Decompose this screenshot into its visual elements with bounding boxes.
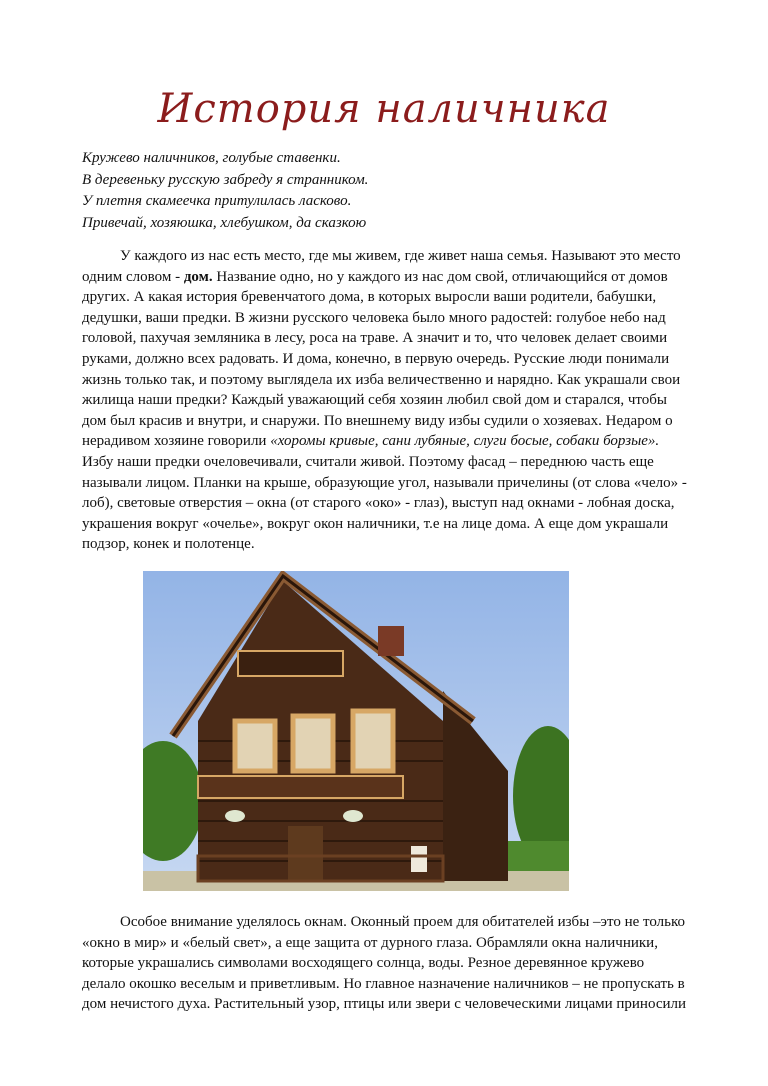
text-line: Избу наши предки очеловечивали, считали живой. Поэтому фасад – переднюю часть еще — [82, 453, 654, 470]
chimney — [378, 626, 404, 656]
house-illustration — [143, 571, 569, 891]
flower-basket-left — [225, 810, 245, 822]
text-line: называли лицом. Планки на крыше, образующие угол, называли причелины (от слова «чело» - — [82, 474, 687, 491]
text-line — [82, 431, 712, 452]
page-title: История наличника — [157, 86, 611, 132]
text-run: одним словом - — [82, 268, 184, 285]
epigraph-poem — [82, 148, 502, 234]
text-line: лоб), световые отверстия – окна (от старого «око» - глаз), выступ над окнами - лобная доска, — [82, 495, 675, 512]
text-line — [82, 267, 712, 288]
text-line: У каждого из нас есть место, где мы живем, где живет наша семья. Называют это место — [120, 248, 681, 264]
poster — [411, 846, 427, 872]
bold-word: дом. — [183, 268, 213, 285]
text-run: Название одно, но у каждого из нас дом свой, отличающийся от домов — [212, 268, 668, 285]
text-line: дом нечистого духа. Растительный узор, птицы или звери с человеческими лицами приносили — [82, 996, 687, 1013]
text-line: головой, пахучая земляника в лесу, роса на траве. А значит и то, что человек делает своими — [82, 330, 668, 347]
text-line: жизнь только так, и поэтому выглядела их изба величественно и нарядно. Как украшали свои — [82, 371, 681, 388]
italic-quote: «хоромы кривые, сани лубяные, слуги босые, собаки борзые». — [270, 433, 660, 450]
text-line: «окно в мир» и «белый свет», а еще защита от дурного глаза. Обрамляли окна наличники, — [82, 934, 658, 951]
poem-line: В деревеньку русскую забреду я странником. — [82, 171, 369, 188]
text-line: которые украшались символами восходящего солнца, воды. Резное деревянное кружево — [82, 955, 645, 972]
text-line: других. А какая история бревенчатого дома, в которых выросли ваши родители, бабушки, — [82, 289, 657, 306]
text-line: руками, должно всех радовать. И дома, конечно, в первую очередь. Русские люди понимали — [82, 350, 670, 367]
window-1 — [235, 721, 275, 771]
paragraph-history — [82, 246, 712, 555]
text-line: жилища наши предки? Каждый уважающий себя хозяин любил свой дом и старался, чтобы — [82, 392, 667, 409]
wooden-house-photo — [143, 571, 569, 891]
balcony — [238, 651, 343, 676]
poem-line: Привечай, хозяюшка, хлебушком, да сказкою — [82, 214, 367, 231]
poem-line: У плетня скамеечка притулилась ласково. — [82, 193, 352, 209]
text-line: украшения вокруг «очелье», вокруг окон наличники, т.е на лице дома. А еще дом украшали — [82, 515, 669, 532]
text-line: делало окошко веселым и приветливым. Но главное назначение наличников – не пропускать в — [82, 975, 685, 992]
door — [288, 826, 323, 881]
window-2 — [293, 716, 333, 771]
text-line: Особое внимание уделялось окнам. Оконный проем для обитателей избы –это не только — [120, 914, 686, 930]
text-run: нерадивом хозяине говорили — [82, 433, 271, 450]
text-line: подзор, конек и полотенце. — [82, 536, 255, 553]
flower-basket-right — [343, 810, 363, 822]
text-line: дом был красив и внутри, и снаружи. По внешнему виду избы судили о хозяевах. Недаром о — [82, 412, 673, 429]
poem-line: Кружево наличников, голубые ставенки. — [82, 150, 341, 166]
paragraph-windows — [82, 912, 712, 1015]
window-3 — [353, 711, 393, 771]
porch-gallery — [198, 776, 403, 798]
text-line: дедушки, ваши предки. В жизни русского человека было много радостей: голубое небо над — [82, 309, 666, 326]
